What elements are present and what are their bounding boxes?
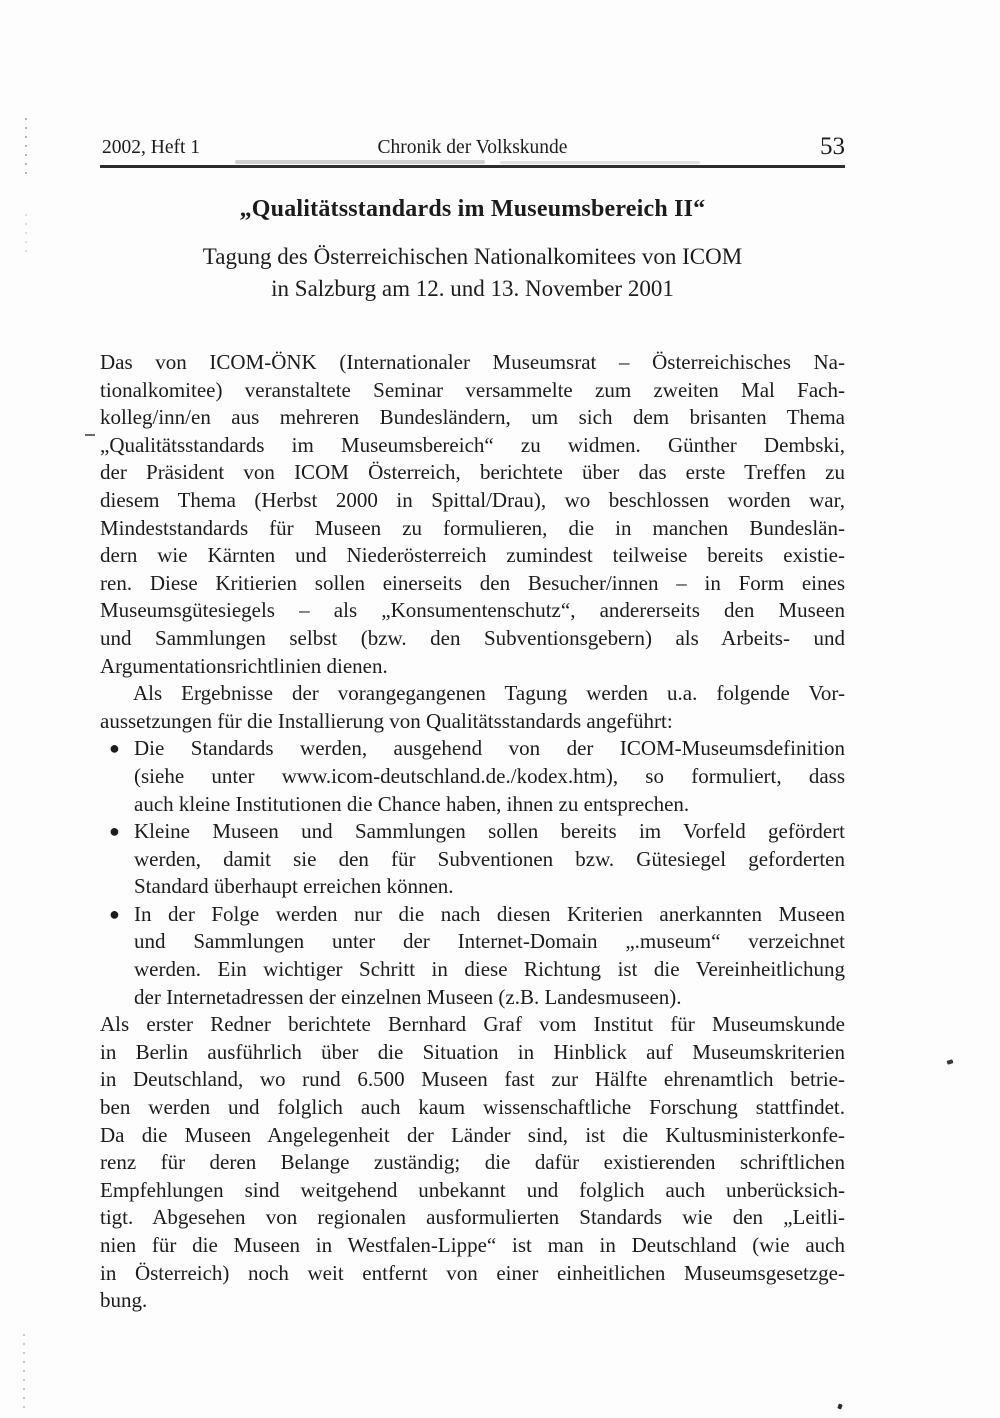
bullet-icon: ● bbox=[109, 821, 120, 842]
text-line: und Sammlungen unter der Internet-Domain „.museum“ verzeichnet bbox=[134, 929, 845, 954]
header-rule bbox=[100, 165, 845, 168]
issue-label: 2002, Heft 1 bbox=[102, 137, 201, 158]
text-line: werden, damit sie den für Subventionen bzw. Gütesiegel geforderten bbox=[134, 846, 845, 871]
subtitle-line: in Salzburg am 12. und 13. November 2001 bbox=[271, 276, 674, 301]
text-line: Kleine Museen und Sammlungen sollen bereits im Vorfeld gefördert bbox=[134, 819, 845, 844]
body-text bbox=[100, 349, 845, 1315]
binding-perforation-marks bbox=[25, 214, 27, 258]
article-subtitle bbox=[100, 241, 845, 305]
paragraph bbox=[100, 1011, 845, 1315]
bullet-icon: ● bbox=[109, 903, 120, 924]
text-line: „Qualitätsstandards im Museumsbereich“ zu widmen. Günther Dembski, bbox=[100, 432, 845, 457]
bullet-icon: ● bbox=[109, 738, 120, 759]
text-line: ren. Diese Kritierien sollen einerseits den Besucher/innen – in Form eines bbox=[100, 570, 845, 595]
paragraph bbox=[100, 680, 845, 735]
text-line: in Berlin ausführlich über die Situation in Hinblick auf Museumskriterien bbox=[100, 1039, 845, 1064]
text-line: tionalkomitee) veranstaltete Seminar versammelte zum zweiten Mal Fach- bbox=[100, 377, 845, 402]
text-line: bung. bbox=[100, 1288, 148, 1313]
text-line: dern wie Kärnten und Niederösterreich zumindest teilweise bereits existie- bbox=[100, 543, 845, 568]
text-line: der Präsident von ICOM Österreich, berichtete über das erste Treffen zu bbox=[100, 460, 845, 485]
text-line: Als Ergebnisse der vorangegangenen Tagung werden u.a. folgende Vor- bbox=[133, 681, 845, 706]
text-line: (siehe unter www.icom-deutschland.de./kodex.htm), so formuliert, dass bbox=[134, 763, 845, 788]
text-line: Die Standards werden, ausgehend von der ICOM-Museumsdefinition bbox=[134, 736, 845, 761]
running-head bbox=[100, 133, 845, 159]
scan-artifact-speck bbox=[837, 1403, 842, 1409]
bullet-item bbox=[100, 901, 845, 1011]
text-line: Argumentationsrichtlinien dienen. bbox=[100, 653, 388, 678]
text-line: diesem Thema (Herbst 2000 in Spittal/Drau), wo beschlossen worden war, bbox=[100, 487, 845, 512]
scan-smudge bbox=[500, 161, 700, 164]
text-line: werden. Ein wichtiger Schritt in diese Richtung ist die Vereinheitlichung bbox=[134, 957, 845, 982]
scan-artifact-dash bbox=[85, 434, 95, 436]
text-line: in Deutschland, wo rund 6.500 Museen fast zur Hälfte ehrenamtlich betrie- bbox=[100, 1067, 845, 1092]
text-line: ben werden und folglich auch kaum wissenschaftliche Forschung stattfindet. bbox=[100, 1095, 845, 1120]
text-line: der Internetadressen der einzelnen Museen (z.B. Landesmuseen). bbox=[134, 984, 682, 1009]
binding-perforation-marks bbox=[23, 1334, 25, 1412]
text-line: Mindeststandards für Museen zu formulieren, die in manchen Bundeslän- bbox=[100, 515, 845, 540]
text-line: tigt. Abgesehen von regionalen ausformulierten Standards wie den „Leitli- bbox=[100, 1205, 845, 1230]
text-line: und Sammlungen selbst (bzw. den Subventionsgebern) als Arbeits- und bbox=[100, 625, 845, 650]
text-line: Standard überhaupt erreichen können. bbox=[134, 874, 454, 899]
text-line: aussetzungen für die Installierung von Qualitätsstandards angeführt: bbox=[100, 708, 673, 733]
bullet-item bbox=[100, 818, 845, 901]
scan-artifact-speck bbox=[947, 1059, 954, 1064]
bullet-item bbox=[100, 735, 845, 818]
text-line: Als erster Redner berichtete Bernhard Graf vom Institut für Museumskunde bbox=[100, 1012, 845, 1037]
text-line: Empfehlungen sind weitgehend unbekannt und folglich auch unberücksich- bbox=[100, 1177, 845, 1202]
text-line: in Österreich) noch weit entfernt von einer einheitlichen Museumsgesetzge- bbox=[100, 1260, 845, 1285]
text-line: Museumsgütesiegels – als „Konsumentenschutz“, andererseits den Museen bbox=[100, 598, 845, 623]
text-line: kolleg/inn/en aus mehreren Bundesländern, um sich dem brisanten Thema bbox=[100, 405, 845, 430]
subtitle-line: Tagung des Österreichischen Nationalkomitees von ICOM bbox=[202, 244, 743, 269]
paragraph bbox=[100, 349, 845, 680]
scan-smudge bbox=[235, 160, 485, 164]
text-line: auch kleine Institutionen die Chance haben, ihnen zu entsprechen. bbox=[134, 791, 690, 816]
binding-perforation-marks bbox=[25, 118, 27, 176]
text-line: nien für die Museen in Westfalen-Lippe“ ist man in Deutschland (wie auch bbox=[100, 1233, 845, 1257]
journal-title: Chronik der Volkskunde bbox=[377, 137, 568, 158]
text-line: In der Folge werden nur die nach diesen Kriterien anerkannten Museen bbox=[134, 901, 845, 926]
text-line: renz für deren Belange zuständig; die dafür existierenden schriftlichen bbox=[100, 1150, 845, 1175]
text-line: Da die Museen Angelegenheit der Länder sind, ist die Kultusministerkonfe- bbox=[100, 1122, 845, 1147]
text-line: Das von ICOM-ÖNK (Internationaler Museumsrat – Österreichisches Na- bbox=[100, 350, 845, 374]
page-number: 53 bbox=[820, 133, 845, 160]
article-title: „Qualitätsstandards im Museumsbereich II“ bbox=[239, 196, 706, 222]
